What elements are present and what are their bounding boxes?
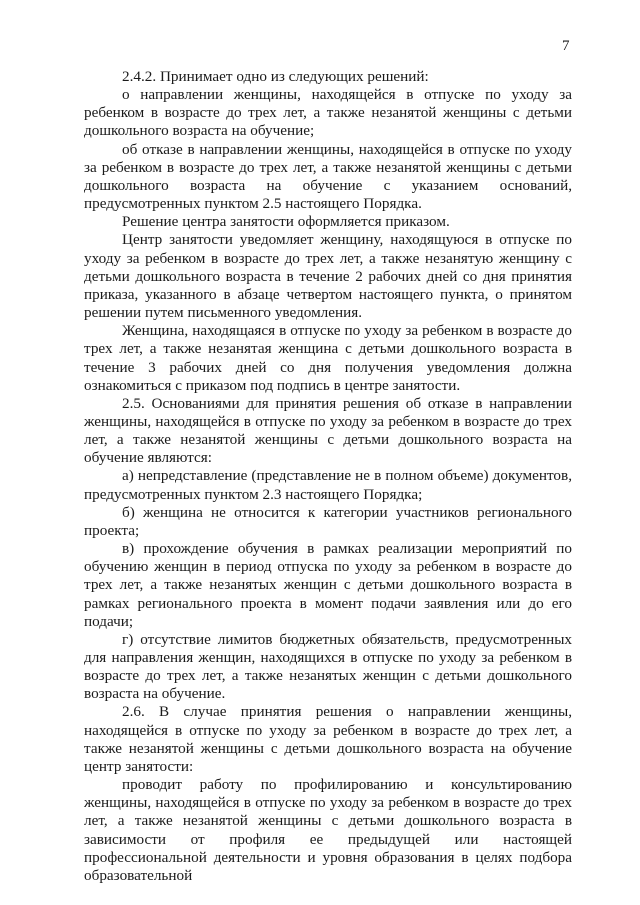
document-body: [84, 68, 572, 885]
paragraph-2-4-2-heading: 2.4.2. Принимает одно из следующих решений:: [122, 68, 429, 85]
paragraph-order: Решение центра занятости оформляется приказом.: [122, 213, 450, 231]
paragraph-2-5-grounds: 2.5. Основаниями для принятия решения об отказе в направлении женщины, находящейся в отпуске по уходу за ребенком в возрасте до трех лет, а также незанятой женщины с детьми дошкольного возраста на обучение являются:: [84, 394, 572, 467]
paragraph-notification: Центр занятости уведомляет женщину, находящуюся в отпуске по уходу за ребенком в возрасте до трех лет, а также незанятую женщину с детьми дошкольного возраста в течение 2 рабочих дней со дня принятия приказа, указанного в абзаце четвертом настоящего пункта, о принятом решении путем письменного уведомления.: [84, 231, 572, 322]
paragraph-ground-v: в) прохождение обучения в рамках реализации мероприятий по обучению женщин в период отпуска по уходу за ребенком в возрасте до трех лет, а также незанятых женщин с детьми дошкольного возраста в рамках регионального проекта в момент подачи заявления или до его подачи;: [84, 540, 572, 630]
paragraph-2-6: 2.6. В случае принятия решения о направлении женщины, находящейся в отпуске по уходу за ребенком в возрасте до трех лет, а также незанятой женщины с детьми дошкольного возраста на обучение центр занятости:: [84, 703, 572, 775]
paragraph-decision-direct: о направлении женщины, находящейся в отпуске по уходу за ребенком в возрасте до трех лет, а также незанятой женщины с детьми дошкольного возраста на обучение;: [84, 86, 572, 140]
paragraph-profiling: проводит работу по профилированию и консультированию женщины, находящейся в отпуске по уходу за ребенком в возрасте до трех лет, а также незанятой женщины с детьми дошкольного возраста в зависимости от профиля ее предыдущей или настоящей профессиональной деятельности и уровня образования в целях подбора образовательной: [84, 776, 572, 884]
page-number: 7: [562, 38, 570, 54]
paragraph-ground-g: г) отсутствие лимитов бюджетных обязательств, предусмотренных для направления женщин, находящихся в отпуске по уходу за ребенком в возрасте до трех лет, а также незанятых женщин с детьми дошкольного возраста на обучение.: [84, 630, 572, 703]
paragraph-ground-b: б) женщина не относится к категории участников регионального проекта;: [84, 503, 572, 539]
paragraph-ground-a: а) непредставление (представление не в полном объеме) документов, предусмотренных пунктом 2.3 настоящего Порядка;: [84, 467, 572, 503]
paragraph-acquaintance: Женщина, находящаяся в отпуске по уходу за ребенком в возрасте до трех лет, а также незанятая женщина с детьми дошкольного возраста в течение 3 рабочих дней со дня получения уведомления должна ознакомиться с приказом под подпись в центре занятости.: [84, 322, 572, 394]
paragraph-decision-refuse: об отказе в направлении женщины, находящейся в отпуске по уходу за ребенком в возрасте до трех лет, а также незанятой женщины с детьми дошкольного возраста на обучение с указанием оснований, предусмотренных пунктом 2.5 настоящего Порядка.: [84, 140, 572, 213]
